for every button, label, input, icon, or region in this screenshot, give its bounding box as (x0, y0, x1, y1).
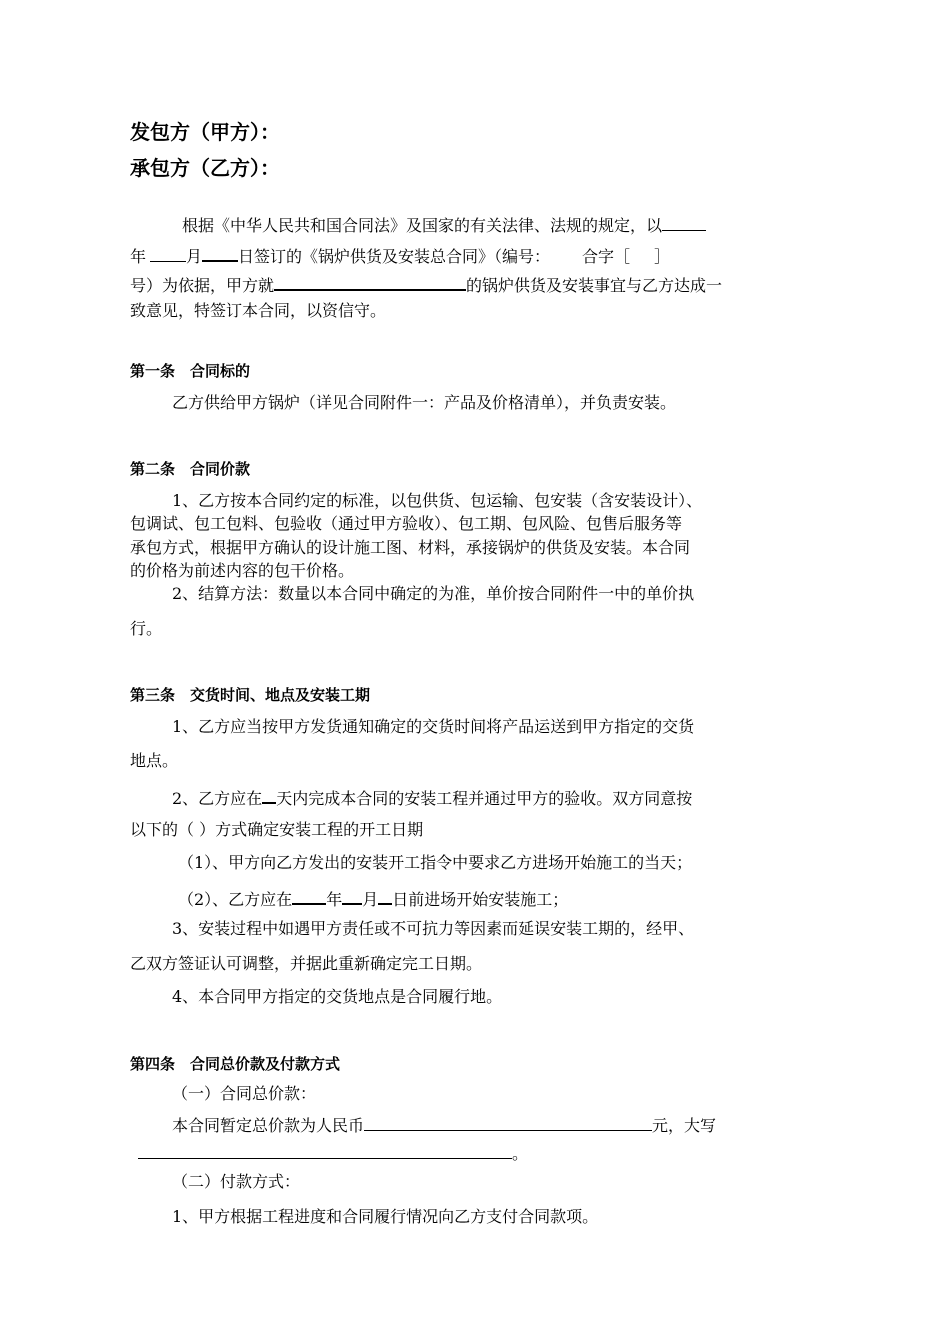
article-3-p3-line-2: 乙双方签证认可调整，并据此重新确定完工日期。 (130, 954, 483, 973)
start-month-blank (342, 885, 362, 905)
article-4-heading: 第四条 合同总价款及付款方式 (130, 1055, 341, 1073)
party-b-label: 承包方（乙方）： (130, 156, 280, 180)
date-day-blank (202, 242, 238, 262)
price-text-a: 本合同暂定总价款为人民币 (172, 1116, 365, 1135)
article-4-price-words-line (138, 1140, 528, 1165)
date-month-blank (150, 243, 186, 262)
price-text-b: 元，大写 (652, 1116, 717, 1135)
option-2-rest: 日前进场开始安装施工； (392, 890, 569, 909)
article-4-pay-1: 1、甲方根据工程进度和合同履行情况向乙方支付合同款项。 (172, 1207, 599, 1226)
article-3-p2-text-b: 天内完成本合同的安装工程并通过甲方的验收。双方同意按 (276, 789, 693, 808)
article-4-sub-1: （一）合同总价款： (172, 1084, 317, 1103)
article-2-p1-line-2: 包调试、包工包料、包验收（通过甲方验收）、包工期、包风险、包售后服务等 (130, 514, 683, 533)
article-4-price-line (172, 1112, 716, 1137)
contract-no-close: ］ (654, 247, 671, 266)
start-day-blank (378, 885, 392, 905)
price-amount-blank (364, 1112, 652, 1131)
preamble-line-1 (182, 212, 706, 237)
preamble-line-4: 致意见，特签订本合同，以资信守。 (130, 301, 387, 320)
article-4-sub-2: （二）付款方式： (172, 1172, 301, 1191)
month-label: 月 (186, 247, 203, 266)
article-3-option-2 (178, 885, 568, 911)
price-end: 。 (512, 1144, 529, 1163)
preamble-text-4: 的锅炉供货及安装事宜与乙方达成一 (466, 276, 723, 295)
article-3-heading: 第三条 交货时间、地点及安装工期 (130, 686, 371, 704)
contract-no-label: 合字［ (582, 247, 631, 266)
article-2-p1-line-3: 承包方式，根据甲方确认的设计施工图、材料，承接锅炉的供货及安装。本合同 (130, 538, 691, 557)
preamble-line-3 (130, 271, 722, 297)
article-2-p1-line-4: 的价格为前述内容的包干价格。 (130, 561, 355, 580)
article-3-p2-line-1 (172, 784, 692, 810)
article-2-p2-line-2: 行。 (130, 619, 163, 638)
start-year-label: 年 (326, 890, 343, 909)
preamble-text-3: 号）为依据，甲方就 (130, 276, 275, 295)
price-words-blank (138, 1140, 512, 1159)
start-year-blank (292, 885, 326, 905)
article-2-p2-line-1: 2、结算方法：数量以本合同中确定的为准，单价按合同附件一中的单价执 (172, 584, 695, 603)
article-3-p2-text-a: 2、乙方应在 (172, 789, 263, 808)
party-a-label: 发包方（甲方）： (130, 120, 280, 144)
preamble-text: 根据《中华人民共和国合同法》及国家的有关法律、法规的规定，以 (182, 216, 663, 235)
article-1-heading: 第一条 合同标的 (130, 362, 251, 380)
year-label: 年 (130, 247, 147, 266)
project-blank (274, 271, 466, 291)
days-blank (262, 784, 276, 804)
article-1-text: 乙方供给甲方锅炉（详见合同附件一：产品及价格清单），并负责安装。 (172, 393, 677, 412)
date-year-blank (662, 212, 706, 231)
article-2-p1-line-1: 1、乙方按本合同约定的标准，以包供货、包运输、包安装（含安装设计）、 (172, 491, 703, 510)
article-3-p3-line-1: 3、安装过程中如遇甲方责任或不可抗力等因素而延误安装工期的，经甲、 (172, 919, 695, 938)
article-3-p4: 4、本合同甲方指定的交货地点是合同履行地。 (172, 987, 503, 1006)
article-2-heading: 第二条 合同价款 (130, 460, 251, 478)
article-3-p1-line-2: 地点。 (130, 751, 179, 770)
preamble-text-2: 日签订的《锅炉供货及安装总合同》（编号： (238, 247, 551, 266)
article-3-p1-line-1: 1、乙方应当按甲方发货通知确定的交货时间将产品运送到甲方指定的交货 (172, 717, 695, 736)
article-3-p2-line-2: 以下的（ ）方式确定安装工程的开工日期 (130, 820, 424, 839)
article-3-option-1: （1）、甲方向乙方发出的安装开工指令中要求乙方进场开始施工的当天； (178, 853, 693, 872)
option-2-text: （2）、乙方应在 (178, 890, 293, 909)
start-month-label: 月 (362, 890, 379, 909)
preamble-line-2 (130, 242, 670, 268)
